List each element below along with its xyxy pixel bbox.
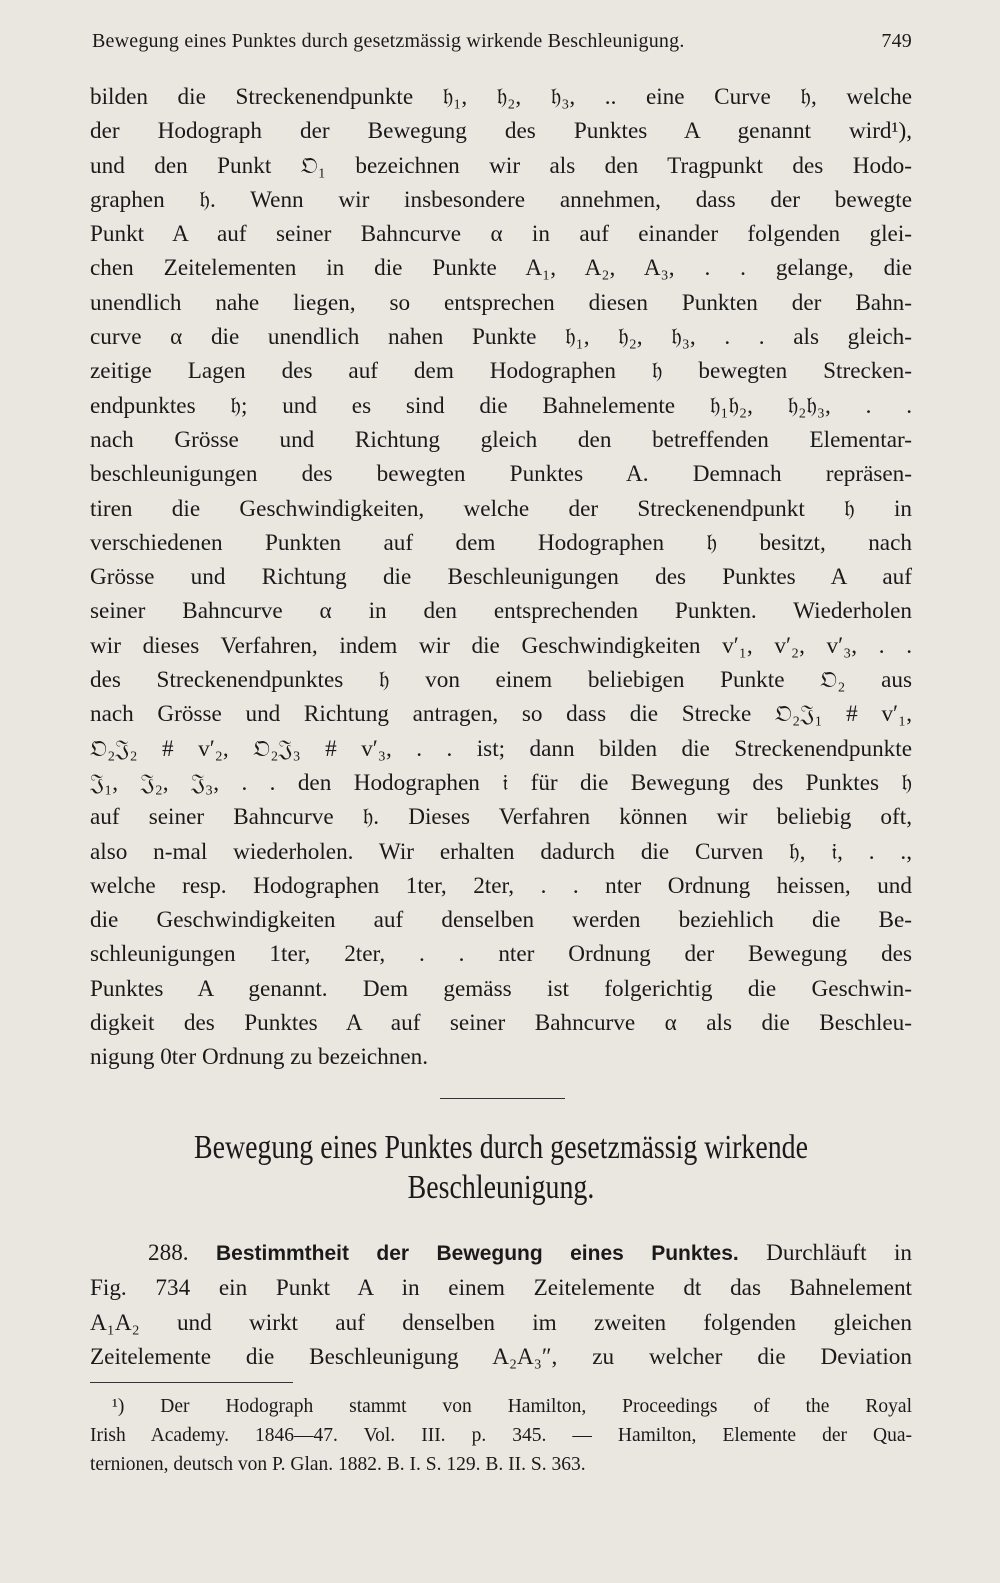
text-line: und den Punkt 𝔒₁ bezeichnen wir als den Tragpunkt des Hodo- [90,152,912,179]
text-line: beschleunigungen des bewegten Punktes A. Demnach repräsen- [90,461,912,488]
text-line: Punkt A auf seiner Bahncurve α in auf einander folgenden glei- [90,221,912,248]
text-line: nigung 0ter Ordnung zu bezeichnen. [90,1044,429,1071]
section-title-line: Bewegung eines Punktes durch gesetzmässig wirkende [193,1129,808,1166]
text-line: Fig. 734 ein Punkt A in einem Zeitelemente dt das Bahnelement [90,1275,912,1302]
text-line: also n-mal wiederholen. Wir erhalten dadurch die Curven 𝔥, 𝔦, . ., [90,838,912,865]
text-line: 𝔒₂𝔍₂ # v′₂, 𝔒₂𝔍₃ # v′₃, . . ist; dann bilden die Streckenendpunkte [90,735,912,762]
text-line: digkeit des Punktes A auf seiner Bahncurve α als die Beschleu- [90,1010,912,1037]
running-head [92,30,912,53]
text-line: 𝔍₁, 𝔍₂, 𝔍₃, . . den Hodographen 𝔦 für die Bewegung des Punktes 𝔥 [90,769,912,796]
text-line: der Hodograph der Bewegung des Punktes A genannt wird¹), [90,118,912,145]
page-number: 749 [881,30,912,52]
text-line: seiner Bahncurve α in den entsprechenden Punkten. Wiederholen [90,598,912,625]
footnote-line: Irish Academy. 1846—47. Vol. III. p. 345. — Hamilton, Elemente der Qua- [90,1425,912,1446]
body-text [90,80,912,1075]
text-line: tiren die Geschwindigkeiten, welche der Streckenendpunkt 𝔥 in [90,495,912,522]
text-line: verschiedenen Punkten auf dem Hodographen 𝔥 besitzt, nach [90,529,912,556]
section-first-line [90,1236,912,1271]
text-line: A₁A₂ und wirkt auf denselben im zweiten folgenden gleichen [90,1309,912,1336]
text-line: unendlich nahe liegen, so entsprechen diesen Punkten der Bahn- [90,289,912,316]
paragraph-heading: Bestimmtheit der Bewegung eines Punktes. [215,1242,739,1265]
text-line: die Geschwindigkeiten auf denselben werden beziehlich die Be- [90,907,912,934]
text-fragment: Durchläuft in [766,1240,913,1266]
section-title [164,1128,838,1208]
text-line: Punktes A genannt. Dem gemäss ist folgerichtig die Geschwin- [90,975,912,1002]
text-line: welche resp. Hodographen 1ter, 2ter, . . nter Ordnung heissen, und [90,872,912,899]
paragraph-number: 288. [148,1240,189,1266]
section-body [90,1236,912,1374]
footnote [90,1392,912,1479]
text-line: bilden die Streckenendpunkte 𝔥₁, 𝔥₂, 𝔥₃, .. eine Curve 𝔥, welche [90,84,912,110]
footnote-line: ternionen, deutsch von P. Glan. 1882. B. I. S. 129. B. II. S. 363. [90,1454,586,1475]
section-title-line: Beschleunigung. [407,1169,595,1206]
text-line: schleunigungen 1ter, 2ter, . . nter Ordnung der Bewegung des [90,941,912,968]
text-line: curve α die unendlich nahen Punkte 𝔥₁, 𝔥₂, 𝔥₃, . . als gleich- [90,324,912,351]
text-line: chen Zeitelementen in die Punkte A₁, A₂, A₃, . . gelange, die [90,255,912,282]
text-line: nach Grösse und Richtung gleich den betreffenden Elementar- [90,426,912,453]
text-line: Zeitelemente die Beschleunigung A₂A₃″, zu welcher die Deviation [90,1343,912,1370]
text-line: nach Grösse und Richtung antragen, so dass die Strecke 𝔒₂𝔍₁ # v′₁, [90,701,912,728]
text-line: auf seiner Bahncurve 𝔥. Dieses Verfahren können wir beliebig oft, [90,804,912,831]
text-line: graphen 𝔥. Wenn wir insbesondere annehmen, dass der bewegte [90,186,912,213]
text-line: Grösse und Richtung die Beschleunigungen des Punktes A auf [90,564,912,591]
text-line: zeitige Lagen des auf dem Hodographen 𝔥 bewegten Strecken- [90,358,912,385]
footnote-rule [90,1382,293,1383]
text-line: endpunktes 𝔥; und es sind die Bahnelemente 𝔥₁𝔥₂, 𝔥₂𝔥₃, . . [90,392,912,419]
text-line: wir dieses Verfahren, indem wir die Geschwindigkeiten v′₁, v′₂, v′₃, . . [90,632,912,659]
section-separator [440,1098,565,1099]
footnote-line: ¹) Der Hodograph stammt von Hamilton, Proceedings of the Royal [112,1396,912,1417]
text-line: des Streckenendpunktes 𝔥 von einem beliebigen Punkte 𝔒₂ aus [90,667,912,694]
running-head-title: Bewegung eines Punktes durch gesetzmässig wirkende Beschleunigung. [92,30,685,52]
